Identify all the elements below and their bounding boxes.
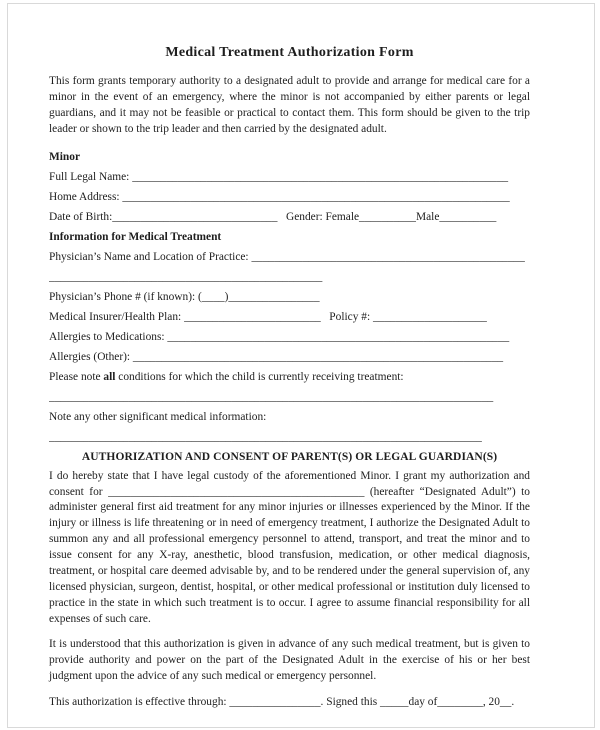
- current-treatment-blank-line: ______________________________________________________________________________: [49, 390, 494, 403]
- authorization-section-heading: AUTHORIZATION AND CONSENT OF PARENT(S) OR LEGAL GUARDIAN(S): [81, 450, 498, 463]
- home-address-field: Home Address: ____________________________________________________________________: [49, 190, 510, 203]
- allergies-other-field: Allergies (Other): _________________________________________________________________: [49, 350, 504, 363]
- full-legal-name-field: Full Legal Name: __________________________________________________________________: [49, 170, 509, 183]
- physician-practice-continuation-line: ________________________________________________: [49, 270, 323, 283]
- consent-paragraph: I do hereby state that I have legal custody of the aforementioned Minor. I grant my authorization and consent for _____________________________________________ (hereafter “Designated Adult”) to administer general first aid treatment for any minor injuries or illnesses experienced by the Minor. If the injury or illness is life threatening or in need of emergency treatment, I authorize the Designated Adult to summon any and all professional emergency personnel to attend, transport, and treat the minor and to issue consent for any X-ray, anesthetic, blood transfusion, medication, or other medical diagnosis, treatment, or hospital care deemed advisable by, and to be rendered under the general supervision of, any licensed physician, surgeon, dentist, hospital, or other medical professional or institution duly licensed to practice in the state in which such treatment is to occur. I agree to assume financial responsibility for all expenses of such care.: [49, 469, 530, 625]
- medical-treatment-section-heading: Information for Medical Treatment: [49, 230, 222, 243]
- effective-date-signature-field: This authorization is effective through: ________________. Signed this _____day of________, 20__.: [49, 696, 515, 709]
- physician-phone-field: Physician’s Phone # (if known): (____)________________: [49, 290, 320, 303]
- physician-practice-field: Physician’s Name and Location of Practice: ________________________________________________: [49, 250, 525, 263]
- allergies-medications-field: Allergies to Medications: ____________________________________________________________: [49, 330, 510, 343]
- other-medical-info-blank-line: ____________________________________________________________________________: [49, 430, 482, 443]
- intro-paragraph: This form grants temporary authority to a designated adult to provide and arrange for medical care for a minor in the event of an emergency, where the minor is not accompanied by either parents or legal guardians, and it may not be feasible or practical to contact them. This form should be given to the trip leader or shown to the trip leader and then carried by the designated adult.: [49, 75, 530, 135]
- page-title: Medical Treatment Authorization Form: [165, 45, 414, 60]
- current-treatment-note-pre: Please note: [49, 370, 104, 383]
- insurer-policy-field: Medical Insurer/Health Plan: ________________________ Policy #: ____________________: [49, 310, 487, 323]
- document-content: [49, 0, 530, 712]
- understanding-paragraph: It is understood that this authorization is given in advance of any such medical treatment, but is given to provide authority and power on the part of the Designated Adult in the exercise of his or her best judgment upon the advice of any such medical or emergency personnel.: [49, 637, 530, 682]
- date-of-birth-gender-field: Date of Birth:_____________________________ Gender: Female__________Male__________: [49, 210, 497, 223]
- other-medical-info-label: Note any other significant medical information:: [49, 410, 267, 423]
- current-treatment-note-post: conditions for which the child is currently receiving treatment:: [115, 370, 404, 383]
- current-treatment-note: [49, 367, 530, 387]
- current-treatment-note-emphasis: all: [103, 370, 116, 383]
- minor-section-heading: Minor: [49, 150, 81, 163]
